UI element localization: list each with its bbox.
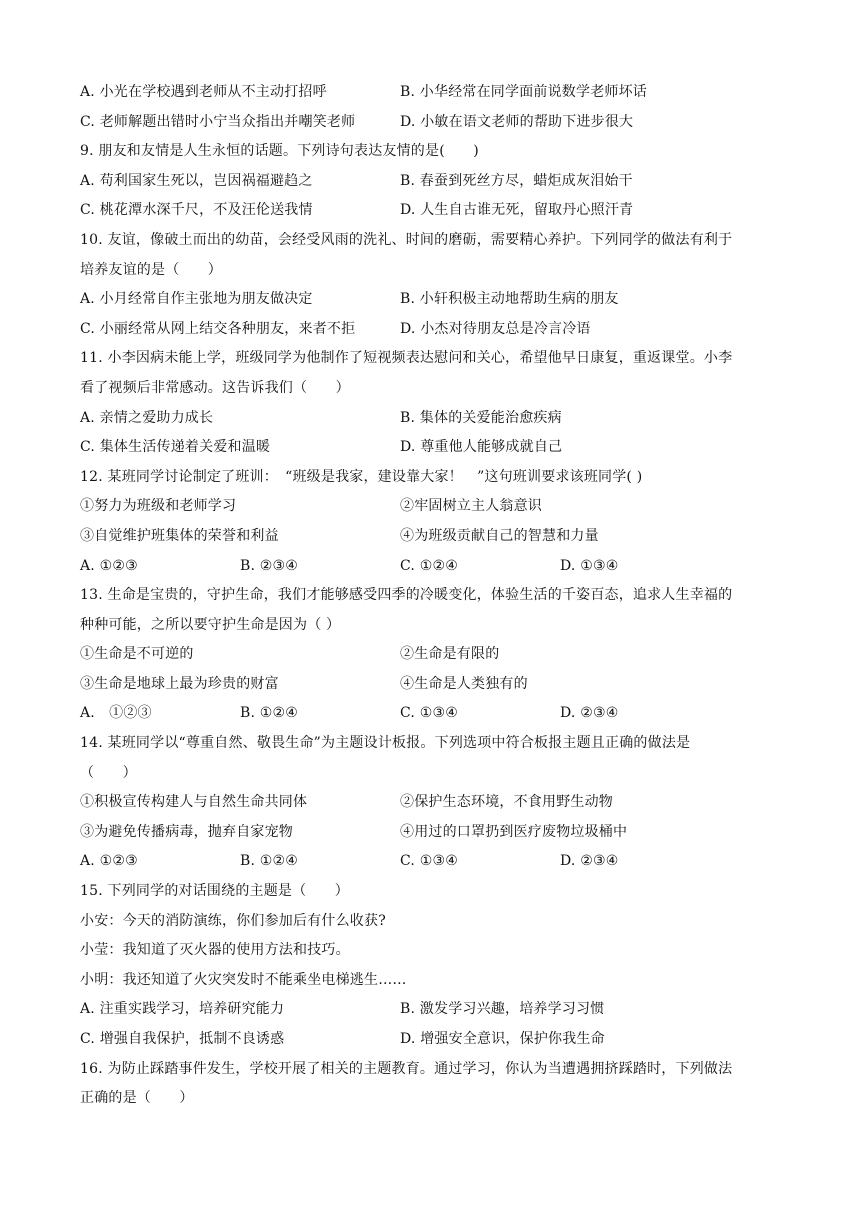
q10-options-row-2	[80, 315, 780, 345]
q14-statement-1: ①积极宣传构建人与自然生命共同体	[80, 794, 308, 811]
q10-stem-line-1: 10. 友谊，像破土而出的幼苗，会经受风雨的洗礼、时间的磨砺，需要精心养护。下列同学的做法有利于	[80, 231, 733, 248]
q15-options-row-2	[80, 1025, 780, 1055]
q9-option-c[interactable]: C. 桃花潭水深千尺，不及汪伦送我情	[80, 202, 313, 219]
q15-option-a[interactable]: A. 注重实践学习，培养研究能力	[80, 1001, 285, 1018]
q8-option-b[interactable]: B. 小华经常在同学面前说数学老师坏话	[400, 84, 647, 100]
q9-option-d[interactable]: D. 人生自古谁无死，留取丹心照汗青	[400, 202, 634, 219]
q16-stem-line-2: 正确的是（ ）	[80, 1090, 194, 1107]
q13-stem-line-1: 13. 生命是宝贵的，守护生命，我们才能够感受四季的冷暖变化，体验生活的千姿百态，追求人生幸福的	[80, 587, 733, 604]
q15-option-d[interactable]: D. 增强安全意识，保护你我生命	[400, 1031, 605, 1047]
q11-stem-line-1: 11. 小李因病未能上学，班级同学为他制作了短视频表达慰问和关心，希望他早日康复，重返课堂。小李	[80, 350, 733, 367]
q14-statements-row-1	[80, 788, 780, 818]
q9-option-a[interactable]: A. 苟利国家生死以，岂因祸福避趋之	[80, 172, 313, 189]
q10-option-c[interactable]: C. 小丽经常从网上结交各种朋友，来者不拒	[80, 320, 356, 337]
q11-option-d[interactable]: D. 尊重他人能够成就自己	[400, 439, 563, 456]
q13-option-a[interactable]: A. ①②③	[80, 705, 152, 722]
q8-option-c[interactable]: C. 老师解题出错时小宁当众指出并嘲笑老师	[80, 113, 356, 130]
q12-option-b[interactable]: B. ②③④	[240, 557, 299, 574]
q13-options	[80, 699, 780, 729]
q13-statements-row-1	[80, 640, 780, 670]
q15-options-row-1	[80, 995, 780, 1025]
q14-option-c[interactable]: C. ①③④	[400, 853, 458, 870]
q13-statement-2: ②生命是有限的	[400, 646, 500, 663]
q13-statement-3: ③生命是地球上最为珍贵的财富	[80, 675, 279, 692]
q10-option-a[interactable]: A. 小月经常自作主张地为朋友做决定	[80, 291, 313, 308]
q12-option-a[interactable]: A. ①②③	[80, 557, 138, 574]
q13-statement-4: ④生命是人类独有的	[400, 675, 528, 692]
q9-options-row-1	[80, 167, 780, 197]
q13-statement-1: ①生命是不可逆的	[80, 646, 194, 663]
q9-option-b[interactable]: B. 春蚕到死丝方尽，蜡炬成灰泪始干	[400, 172, 633, 189]
q14-option-b[interactable]: B. ①②④	[240, 853, 299, 870]
q8-option-a[interactable]: A. 小光在学校遇到老师从不主动打招呼	[80, 84, 327, 100]
q14-statement-2: ②保护生态环境，不食用野生动物	[400, 794, 613, 811]
q13-statements-row-2	[80, 670, 780, 700]
q10-stem-line-2: 培养友谊的是（ ）	[80, 261, 222, 278]
q10-option-b[interactable]: B. 小轩积极主动地帮助生病的朋友	[400, 291, 619, 308]
q12-options	[80, 552, 780, 582]
q15-dialogue-3: 小明：我还知道了火灾突发时不能乘坐电梯逃生……	[80, 971, 407, 988]
q11-options-row-2	[80, 433, 780, 463]
q9-options-row-2	[80, 196, 780, 226]
q14-stem-line-2: （ ）	[80, 764, 137, 781]
q12-statements-row-2	[80, 522, 780, 552]
q14-statements-row-2	[80, 818, 780, 848]
q8-option-d[interactable]: D. 小敏在语文老师的帮助下进步很大	[400, 113, 634, 130]
q14-stem-line-1: 14. 某班同学以“尊重自然、敬畏生命”为主题设计板报。下列选项中符合板报主题且正确的做法是	[80, 735, 691, 752]
q14-options	[80, 847, 780, 877]
q9-stem: 9. 朋友和友情是人生永恒的话题。下列诗句表达友情的是( )	[80, 143, 479, 160]
q12-statements-row-1	[80, 492, 780, 522]
q14-option-a[interactable]: A. ①②③	[80, 853, 138, 870]
q13-option-c[interactable]: C. ①③④	[400, 705, 458, 722]
q13-option-b[interactable]: B. ①②④	[240, 705, 299, 722]
q11-stem-line-2: 看了视频后非常感动。这告诉我们（ ）	[80, 379, 350, 396]
q12-statement-1: ①努力为班级和老师学习	[80, 498, 237, 515]
exam-page	[80, 78, 780, 1114]
q14-statement-3: ③为避免传播病毒，抛弃自家宠物	[80, 823, 293, 840]
q15-dialogue-2: 小莹：我知道了灭火器的使用方法和技巧。	[80, 942, 350, 959]
q11-option-a[interactable]: A. 亲情之爱助力成长	[80, 409, 214, 426]
q13-stem-line-2: 种种可能，之所以要守护生命是因为（ ）	[80, 616, 341, 633]
q11-option-c[interactable]: C. 集体生活传递着关爱和温暖	[80, 439, 271, 456]
q16-stem-line-1: 16. 为防止踩踏事件发生，学校开展了相关的主题教育。通过学习，你认为当遭遇拥挤踩踏时，下列做法	[80, 1060, 733, 1077]
q12-statement-3: ③自觉维护班集体的荣誉和利益	[80, 527, 279, 544]
q11-option-b[interactable]: B. 集体的关爱能治愈疾病	[400, 409, 562, 426]
q15-option-b[interactable]: B. 激发学习兴趣，培养学习习惯	[400, 1001, 605, 1018]
q10-option-d[interactable]: D. 小杰对待朋友总是冷言冷语	[400, 320, 591, 337]
q10-options-row-1	[80, 285, 780, 315]
q12-option-d[interactable]: D. ①③④	[560, 557, 619, 574]
q8-options-row-2	[80, 108, 780, 138]
q15-dialogue-1: 小安：今天的消防演练，你们参加后有什么收获?	[80, 912, 386, 929]
q15-stem: 15. 下列同学的对话围绕的主题是（ ）	[80, 883, 349, 900]
q12-option-c[interactable]: C. ①②④	[400, 557, 458, 574]
q14-statement-4: ④用过的口罩扔到医疗废物垃圾桶中	[400, 823, 628, 840]
q12-statement-2: ②牢固树立主人翁意识	[400, 498, 542, 515]
q15-option-c[interactable]: C. 增强自我保护，抵制不良诱惑	[80, 1031, 285, 1047]
q13-option-d[interactable]: D. ②③④	[560, 705, 619, 722]
q12-stem: 12. 某班同学讨论制定了班训： “班级是我家，建设靠大家！ ”这句班训要求该班同学( )	[80, 468, 643, 485]
q11-options-row-1	[80, 404, 780, 434]
q12-statement-4: ④为班级贡献自己的智慧和力量	[400, 527, 599, 544]
q14-option-d[interactable]: D. ②③④	[560, 853, 619, 870]
q8-options-row-1	[80, 78, 780, 108]
